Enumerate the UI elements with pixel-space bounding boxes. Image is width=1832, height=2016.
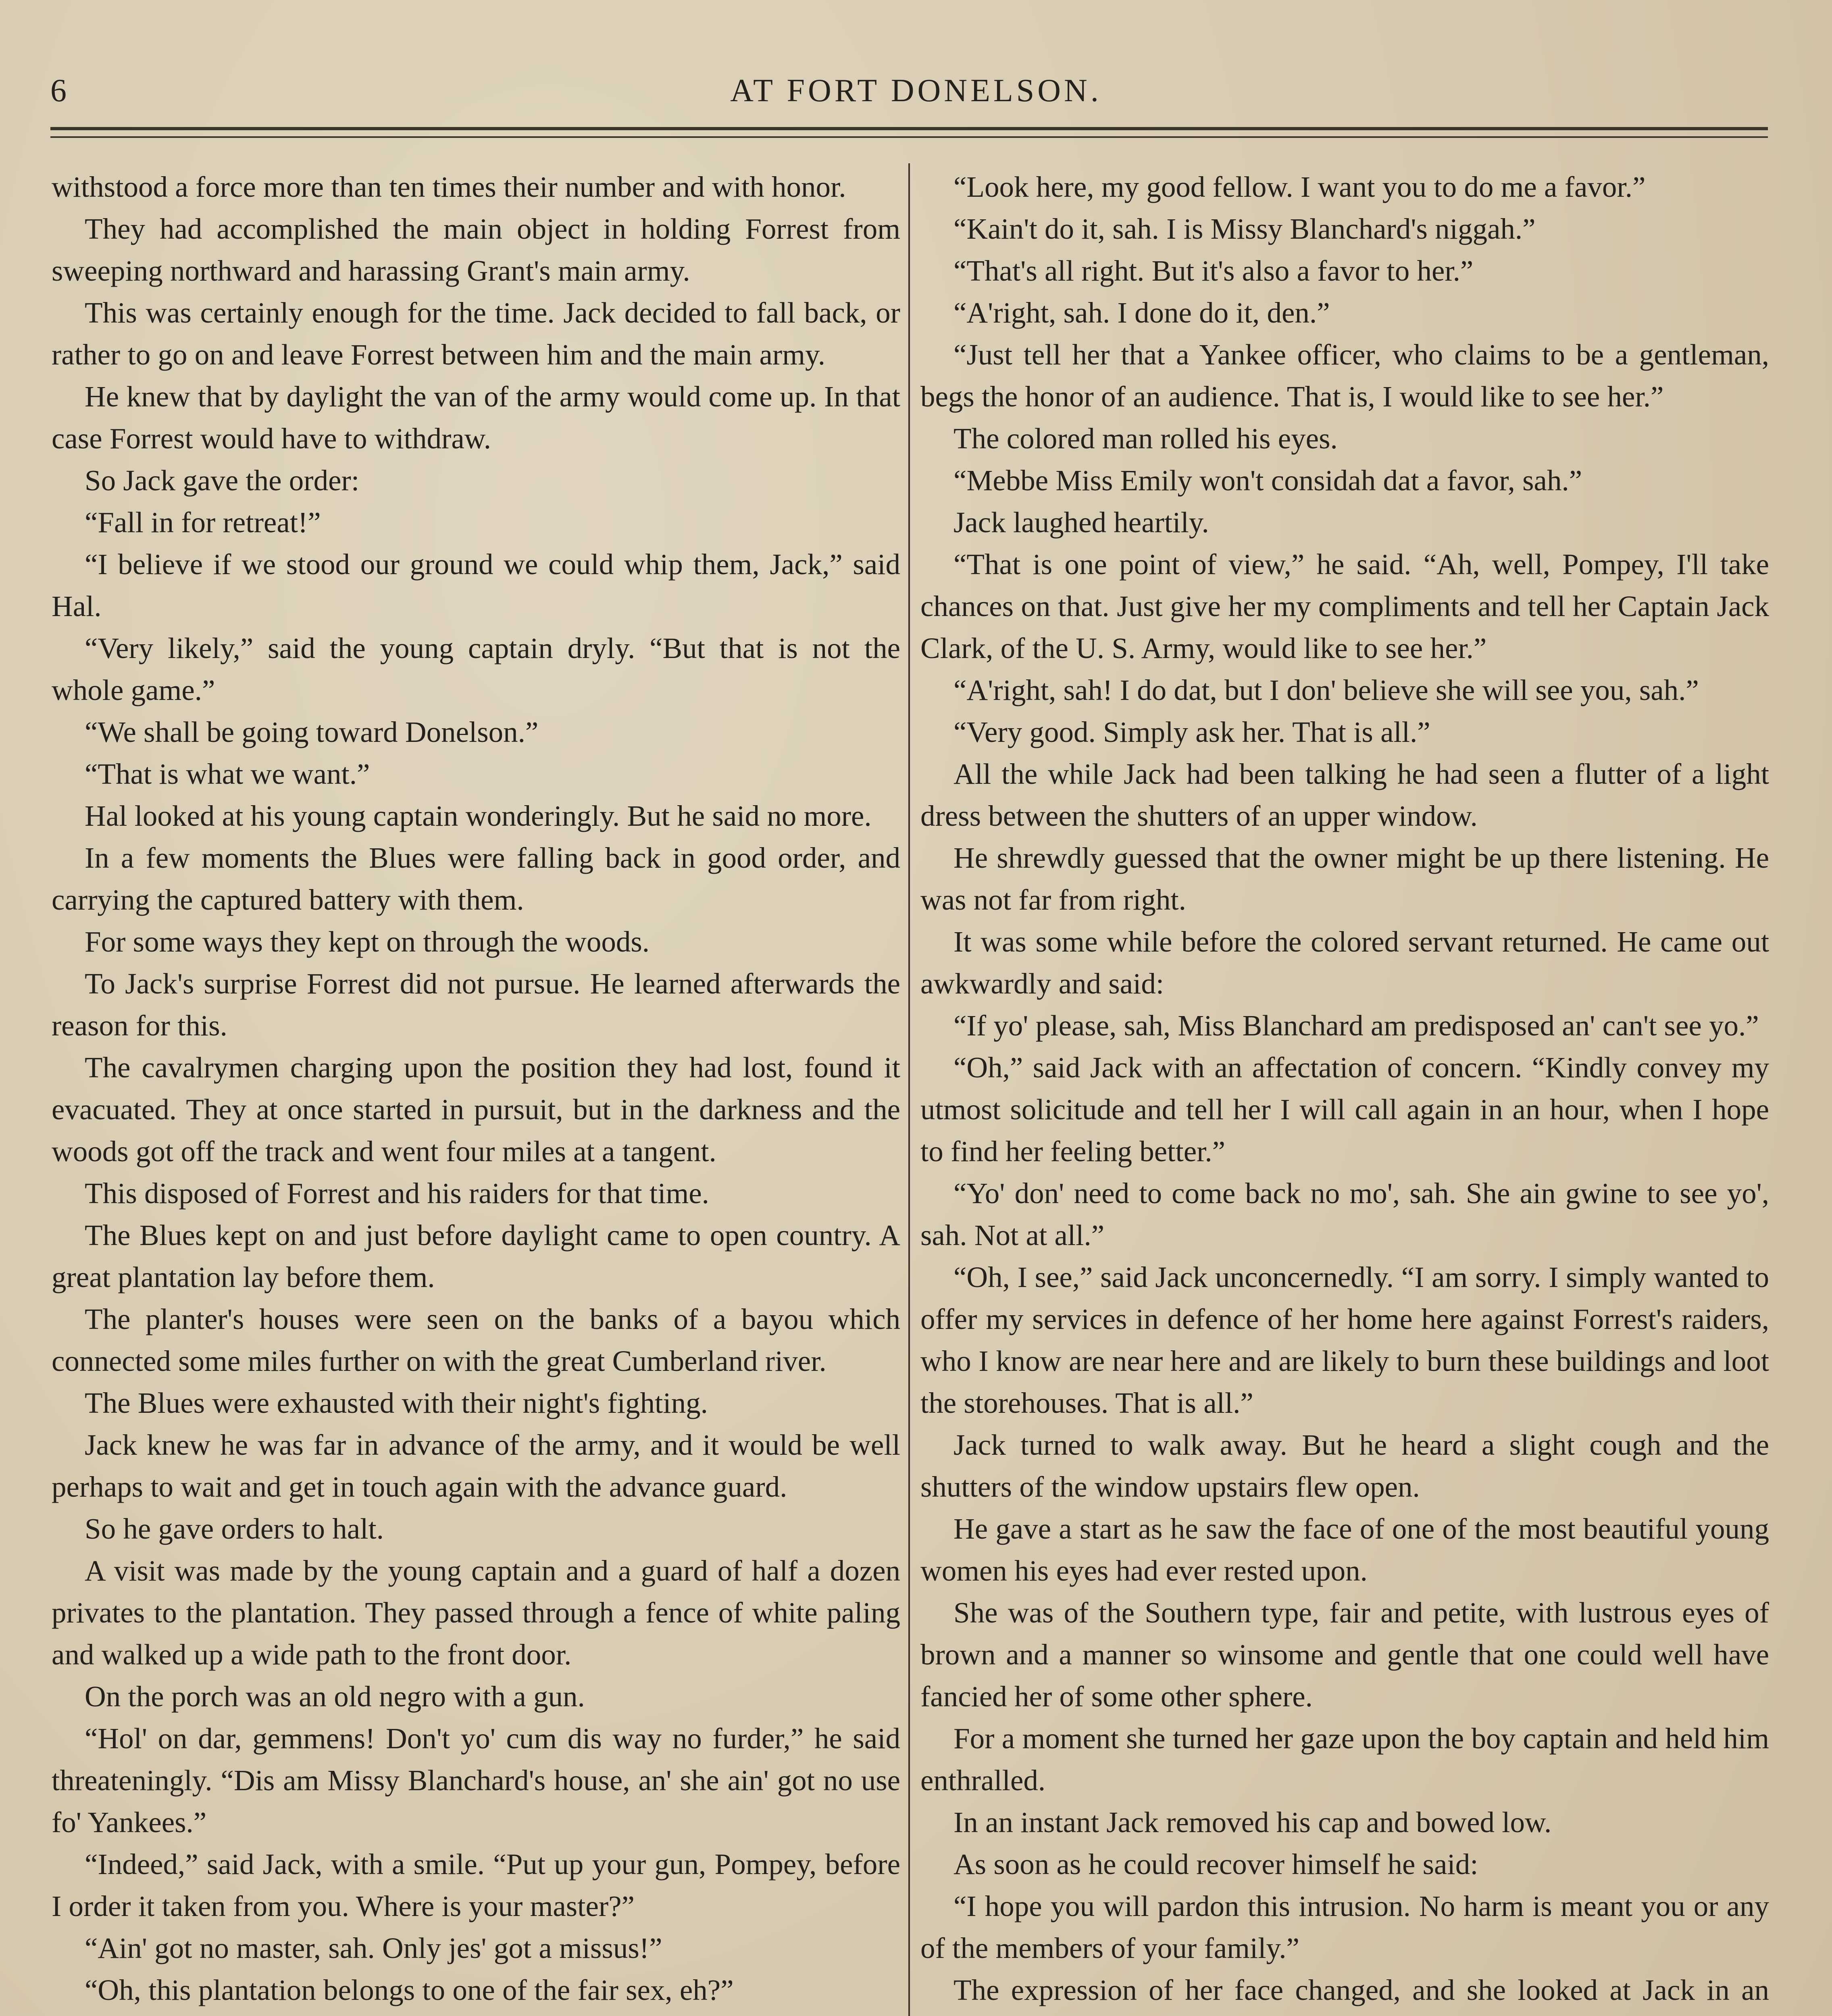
paragraph: As soon as he could recover himself he said: [953,1848,1478,1881]
paragraph: “Just tell her that a Yankee officer, who claims to be a gentleman, begs the honor of an audience. That is, I would like to see her.” [920,338,1769,413]
paragraph: This disposed of Forrest and his raiders for that time. [85,1177,709,1210]
paragraph: He shrewdly guessed that the owner might be up there listening. He was not far from right. [920,841,1769,916]
paragraph: “Very good. Simply ask her. That is all.” [953,716,1430,748]
paragraph: All the while Jack had been talking he had seen a flutter of a light dress between the shutters of an upper window. [920,758,1769,832]
paragraph [52,2011,900,2016]
paragraph: “Yo' don' need to come back no mo', sah. She ain gwine to see yo', sah. Not at all.” [920,1177,1769,1252]
paragraph: “Oh, this plantation belongs to one of the fair sex, eh?” [85,1974,734,2006]
paragraph: For some ways they kept on through the woods. [85,925,650,958]
paragraph: “Hol' on dar, gemmens! Don't yo' cum dis way no furder,” he said threateningly. “Dis am Missy Blanchard's house, an' she ain' got no use fo' Yankees.” [52,1722,900,1839]
paragraph: The cavalrymen charging upon the position they had lost, found it evacuated. They at once started in pursuit, but in the darkness and the woods got off the track and went four miles at a tangent. [52,1051,900,1168]
paragraph: For a moment she turned her gaze upon the boy captain and held him enthralled. [920,1722,1769,1797]
paragraph: On the porch was an old negro with a gun. [85,1680,585,1713]
paragraph: withstood a force more than ten times their number and with honor. [52,171,846,203]
paragraph: So Jack gave the order: [85,464,360,497]
paragraph: In an instant Jack removed his cap and bowed low. [953,1806,1552,1839]
paragraph: “I hope you will pardon this intrusion. No harm is meant you or any of the members of your family.” [920,1890,1769,1964]
column-divider [908,163,910,2016]
paragraph: This was certainly enough for the time. Jack decided to fall back, or rather to go on and leave Forrest between him and the main army. [52,296,900,371]
paragraph: A visit was made by the young captain and a guard of half a dozen privates to the plantation. They passed through a fence of white paling and walked up a wide path to the front door. [52,1554,900,1671]
paragraph: “Very likely,” said the young captain dryly. “But that is not the whole game.” [52,632,900,706]
paragraph: “Ain' got no master, sah. Only jes' got a missus!” [85,1932,662,1964]
paragraph: To Jack's surprise Forrest did not pursue. He learned afterwards the reason for this. [52,967,900,1042]
paragraph: “I believe if we stood our ground we could whip them, Jack,” said Hal. [52,548,900,623]
paragraph: “Oh, I see,” said Jack unconcernedly. “I am sorry. I simply wanted to offer my services in defence of her home here against Forrest's raiders, who I know are near here and are likely to burn these buildings and loot the storehouses. That is all.” [920,1261,1769,1419]
paragraph: Jack knew he was far in advance of the army, and it would be well perhaps to wait and get in touch again with the advance guard. [52,1429,900,1503]
paragraph: “That is what we want.” [85,758,370,790]
header-rule-thick [50,127,1768,130]
paragraph: “A'right, sah. I done do it, den.” [953,296,1330,329]
paragraph: “If yo' please, sah, Miss Blanchard am predisposed an' can't see yo.” [953,1009,1759,1042]
paragraph: “We shall be going toward Donelson.” [85,716,539,748]
paragraph: The colored man rolled his eyes. [953,422,1338,455]
paragraph: Jack turned to walk away. But he heard a slight cough and the shutters of the window upstairs flew open. [920,1429,1769,1503]
header-rule-thin [50,136,1768,138]
page-header [0,0,1832,145]
paragraph: Hal looked at his young captain wonderingly. But he said no more. [85,800,872,832]
paragraph: So he gave orders to halt. [85,1512,384,1545]
paragraph: They had accomplished the main object in holding Forrest from sweeping northward and harassing Grant's main army. [52,212,900,287]
paragraph: The expression of her face changed, and she looked at Jack in an [953,1974,1769,2006]
paragraph: “Kain't do it, sah. I is Missy Blanchard's niggah.” [953,212,1536,245]
paragraph: “Oh,” said Jack with an affectation of concern. “Kindly convey my utmost solicitude and tell her I will call again in an hour, when I hope to find her feeling better.” [920,1051,1769,1168]
paragraph: It was some while before the colored servant returned. He came out awkwardly and said: [920,925,1769,1000]
paragraph: “That is one point of view,” he said. “Ah, well, Pompey, I'll take chances on that. Just give her my compliments and tell her Captain Jack Clark, of the U. S. Army, would like to see her.” [920,548,1769,664]
paragraph: He knew that by daylight the van of the army would come up. In that case Forrest would have to withdraw. [52,380,900,455]
paragraph: Jack laughed heartily. [953,506,1209,539]
paragraph: “That's all right. But it's also a favor to her.” [953,254,1474,287]
paragraph: She was of the Southern type, fair and petite, with lustrous eyes of brown and a manner so winsome and gentle that one could well have fancied her of some other sphere. [920,1596,1769,1713]
paragraph: The planter's houses were seen on the banks of a bayou which connected some miles further on with the great Cumberland river. [52,1303,900,1377]
running-head: AT FORT DONELSON. [730,73,1102,108]
paragraph: “A'right, sah! I do dat, but I don' believe she will see you, sah.” [953,674,1699,706]
paragraph: He gave a start as he saw the face of one of the most beautiful young women his eyes had ever rested upon. [920,1512,1769,1587]
paragraph: “Look here, my good fellow. I want you to do me a favor.” [953,171,1646,203]
paragraph: In a few moments the Blues were falling back in good order, and carrying the captured battery with them. [52,841,900,916]
right-column [920,166,1769,2016]
paragraph: “Mebbe Miss Emily won't considah dat a favor, sah.” [953,464,1582,497]
paragraph: “Indeed,” said Jack, with a smile. “Put up your gun, Pompey, before I order it taken from you. Where is your master?” [52,1848,900,1922]
page-number: 6 [50,73,67,108]
paragraph: “Fall in for retreat!” [85,506,321,539]
paragraph: The Blues kept on and just before daylight came to open country. A great plantation lay before them. [52,1219,900,1293]
left-column [52,166,900,2016]
paragraph: The Blues were exhausted with their night's fighting. [85,1387,708,1419]
